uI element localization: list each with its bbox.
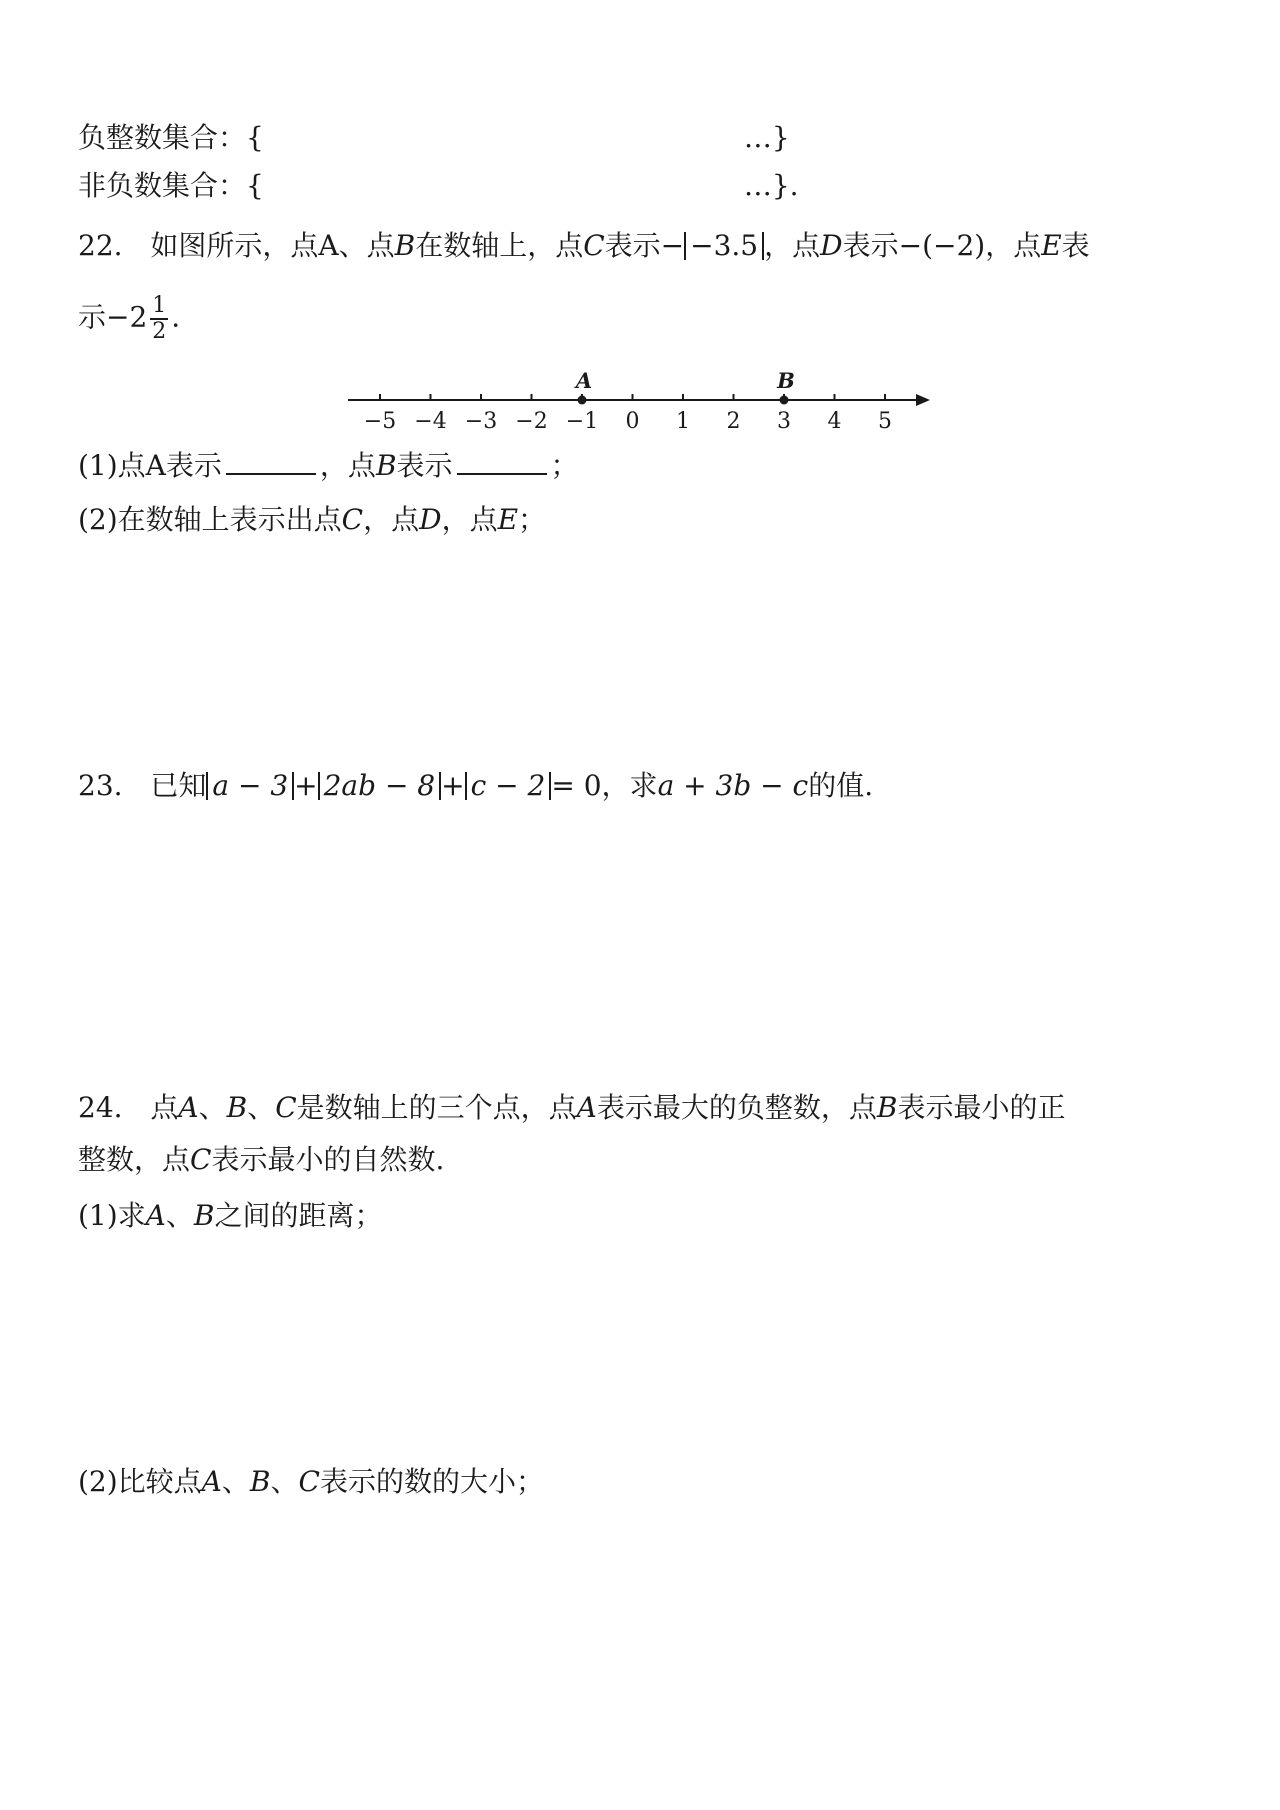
- q22-e-fraction: [150, 294, 168, 344]
- q24-sub2-point-a: A: [201, 1465, 222, 1498]
- q22-text: ，点: [985, 229, 1042, 262]
- q24-number: 24.: [78, 1091, 123, 1124]
- q24-sub1-text: 、: [165, 1199, 194, 1232]
- q24-text: 整数，点: [78, 1143, 191, 1176]
- q22-sub1-text: ，点: [319, 449, 376, 482]
- number-line-point-a: [578, 396, 587, 405]
- q24-sub2-point-b: B: [249, 1465, 271, 1498]
- q22-e-numerator: 1: [152, 293, 167, 318]
- q24-text: 表示最小的自然数.: [211, 1143, 445, 1176]
- q22-e-denominator: 2: [152, 319, 167, 344]
- q22-e-whole: −2: [106, 300, 148, 334]
- q24-sub2: [78, 1462, 544, 1502]
- q22-sub2-point-c: C: [341, 503, 364, 536]
- answer-blank-a[interactable]: [226, 447, 316, 475]
- q24-point-b: B: [876, 1091, 898, 1124]
- number-line-point-label-a: A: [575, 368, 593, 393]
- number-line-tick-label: 2: [726, 409, 741, 434]
- number-line-tick-label: 1: [676, 409, 690, 434]
- q22-sub2-text: ，点: [363, 503, 420, 536]
- q24-point-c: C: [190, 1143, 212, 1176]
- q24-sub2-text: 、: [270, 1465, 299, 1498]
- q22-text: 表示: [842, 229, 899, 262]
- q23-abs-2: 2ab − 8: [318, 772, 442, 800]
- q22-sub2-point-e: E: [497, 503, 519, 536]
- number-line-tick-label: −5: [363, 409, 397, 434]
- q23-plus: +: [441, 769, 465, 802]
- q22-point-c: C: [583, 229, 605, 262]
- nonnegative-set-line: [78, 166, 799, 206]
- q24-sub1-text: (1)求: [78, 1199, 146, 1232]
- number-line-point-b: [780, 396, 789, 405]
- negative-integer-set-end: …}: [743, 121, 790, 154]
- number-line-tick-label: 5: [878, 409, 892, 434]
- q22-d-expression: −(−2): [898, 229, 986, 262]
- q22-sub2-text: (2)在数轴上表示出点: [78, 503, 342, 536]
- q24-sub2-text: (2)比较点: [78, 1465, 202, 1498]
- q23-equals-zero: = 0: [551, 769, 602, 802]
- q22-line-2: [78, 294, 180, 344]
- q23-text: 的值.: [808, 769, 874, 802]
- q24-text: 、: [247, 1091, 276, 1124]
- q24-text: 是数轴上的三个点，点: [296, 1091, 577, 1124]
- q22-text: ，点: [764, 229, 821, 262]
- q22-sub1-point-a: A: [145, 449, 166, 482]
- q24-text: 表示最大的负整数，点: [596, 1091, 877, 1124]
- q22-text: 表示: [604, 229, 661, 262]
- q24-text: 、: [198, 1091, 227, 1124]
- q23-number: 23.: [78, 769, 123, 802]
- negative-integer-set-line: [78, 118, 790, 158]
- q22-sub2-text: ；: [518, 503, 547, 536]
- q22-text: 示: [78, 300, 107, 334]
- q22-sub2: [78, 500, 546, 540]
- q24-sub2-text: 表示的数的大小；: [319, 1465, 544, 1498]
- number-line-tick-label: 0: [625, 409, 640, 434]
- q22-sub2-point-d: D: [419, 503, 442, 536]
- q24-sub1-point-b: B: [193, 1199, 215, 1232]
- q22-point-a: A: [318, 229, 339, 262]
- q24-sub2-point-c: C: [298, 1465, 320, 1498]
- q23-abs-3: c − 2: [465, 772, 552, 800]
- q24-point-c: C: [275, 1091, 297, 1124]
- q22-text: 如图所示，点: [150, 229, 319, 262]
- q22-point-e: E: [1041, 229, 1062, 262]
- q23-line: [78, 766, 873, 806]
- q23-text: 已知: [150, 769, 207, 802]
- nonnegative-set-end: …}.: [743, 169, 799, 202]
- q24-point-b: B: [226, 1091, 248, 1124]
- q22-sub1: [78, 446, 579, 486]
- q22-text: .: [171, 300, 181, 334]
- q24-line-1: [78, 1088, 1066, 1128]
- q23-plus: +: [294, 769, 318, 802]
- q23-text: ，求: [601, 769, 658, 802]
- number-line-figure: [330, 360, 950, 440]
- q22-text: 在数轴上，点: [415, 229, 584, 262]
- q24-sub2-text: 、: [221, 1465, 250, 1498]
- q22-text: 表: [1061, 229, 1090, 262]
- q24-text: 表示最小的正: [897, 1091, 1066, 1124]
- q22-c-absolute-value: −3.5: [684, 232, 764, 260]
- q23-abs-1: a − 3: [206, 772, 294, 800]
- q22-sub1-text: 表示: [396, 449, 453, 482]
- q24-sub1-text: 之间的距离；: [214, 1199, 383, 1232]
- q22-sub1-point-b: B: [375, 449, 397, 482]
- q23-expression: a + 3b − c: [657, 769, 809, 802]
- number-line-tick-label: −3: [464, 409, 498, 434]
- q22-sub1-text: ；: [550, 449, 579, 482]
- q22-text: 、点: [338, 229, 395, 262]
- answer-blank-b[interactable]: [457, 447, 547, 475]
- q24-point-a: A: [178, 1091, 199, 1124]
- q24-text: 点: [150, 1091, 179, 1124]
- q22-line-1: [78, 226, 1090, 266]
- q22-sub2-text: ，点: [441, 503, 498, 536]
- q24-line-2: [78, 1140, 444, 1180]
- q22-c-sign: −: [660, 229, 685, 262]
- q22-sub1-text: 表示: [165, 449, 222, 482]
- q22-point-b: B: [394, 229, 416, 262]
- q22-point-d: D: [820, 229, 843, 262]
- number-line-tick-label: −4: [414, 409, 447, 434]
- q24-sub1-point-a: A: [145, 1199, 166, 1232]
- number-line-tick-label: −1: [565, 409, 599, 434]
- q24-sub1: [78, 1196, 383, 1236]
- nonnegative-set-label: 非负数集合：{: [78, 169, 264, 202]
- number-line-arrow-icon: [916, 394, 930, 406]
- q24-point-a: A: [576, 1091, 597, 1124]
- number-line-tick-label: 3: [777, 409, 791, 434]
- number-line-point-label-b: B: [777, 368, 795, 393]
- q22-sub1-text: (1)点: [78, 449, 146, 482]
- negative-integer-set-label: 负整数集合：{: [78, 121, 264, 154]
- number-line-tick-label: 4: [827, 409, 842, 434]
- number-line-tick-label: −2: [515, 409, 548, 434]
- q22-number: 22.: [78, 229, 123, 262]
